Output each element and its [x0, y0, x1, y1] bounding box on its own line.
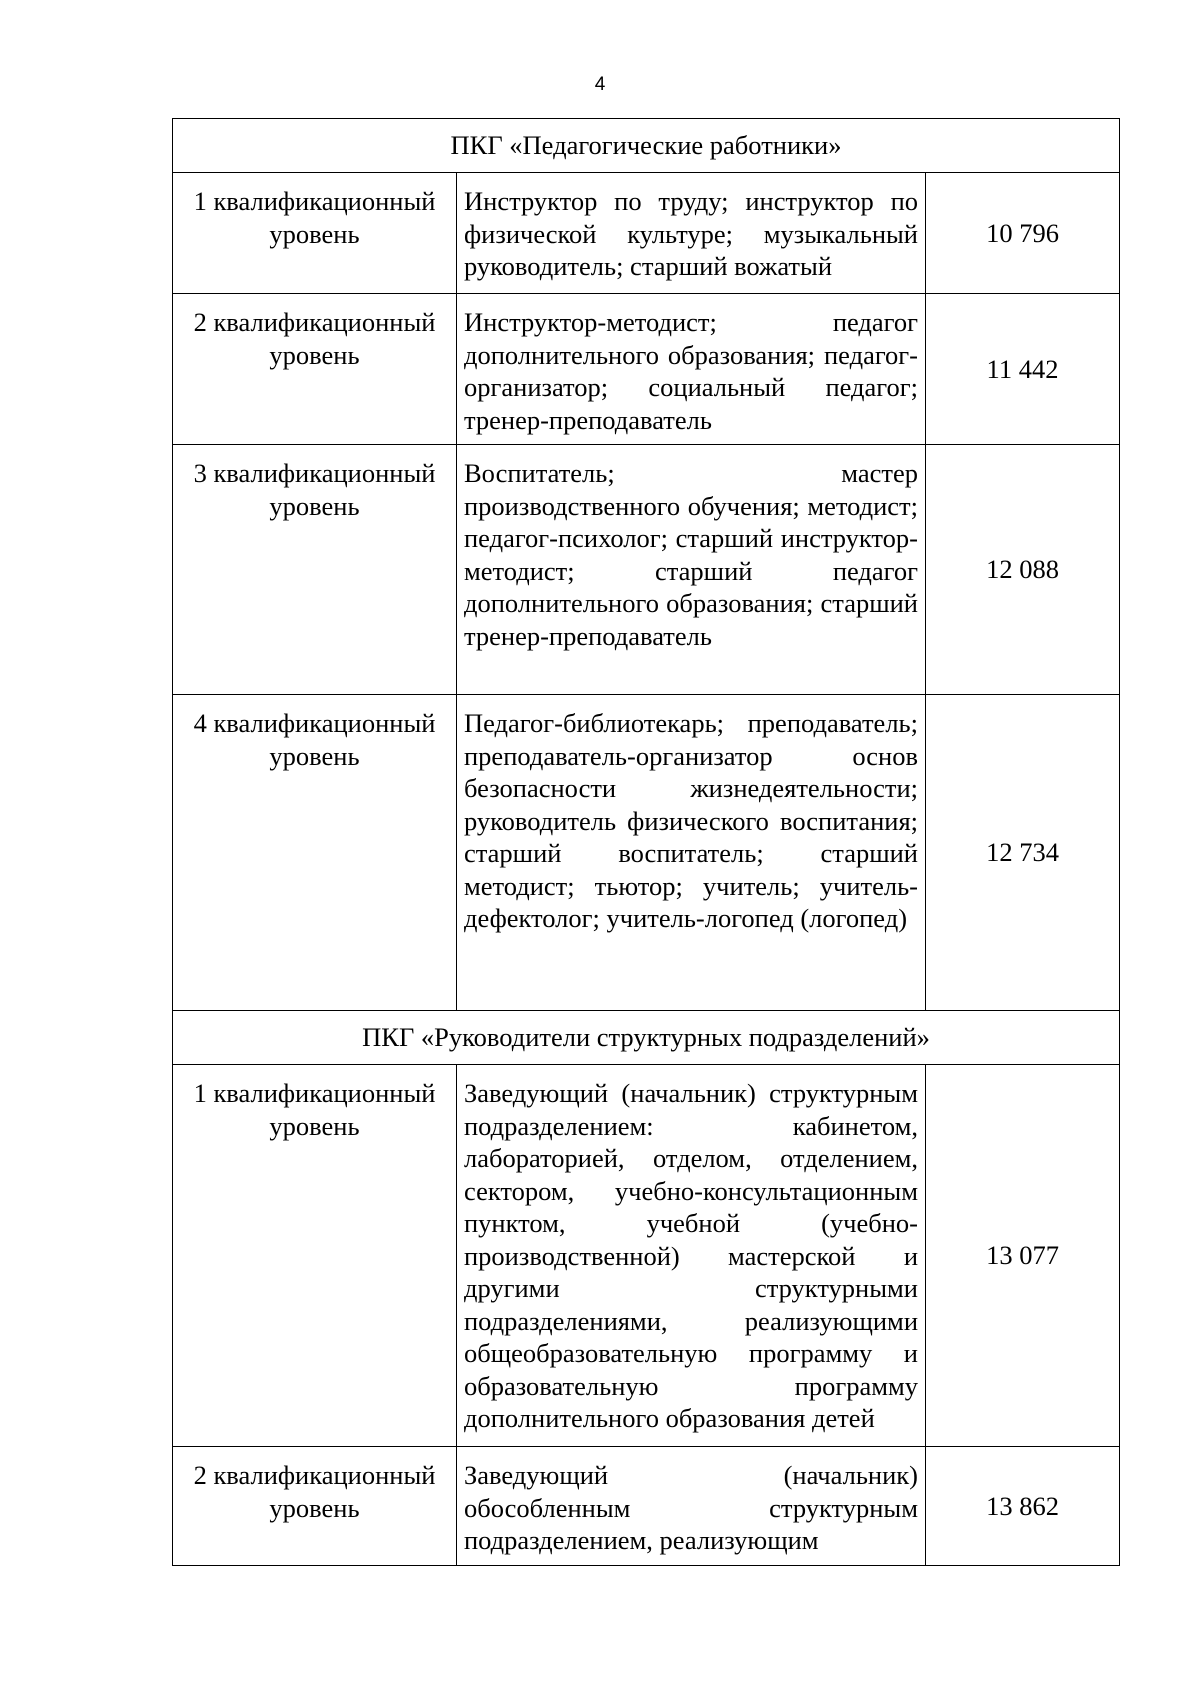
- table-row: [173, 173, 1120, 294]
- salary-table: [172, 118, 1120, 1566]
- positions-cell: Педагог-библиотекарь; преподаватель; преподаватель-организатор основ безопасности жизнедеятельности; руководитель физического воспитания; старший воспитатель; старший методист; тьютор; учитель; учитель-дефектолог; учитель-логопед (логопед): [457, 695, 926, 1011]
- positions-cell: Заведующий (начальник) структурным подразделением: кабинетом, лабораторией, отделом, отделением, сектором, учебно-консультационным пунктом, учебной (учебно-производственной) мастерской и другими структурными подразделениями, реализующими общеобразовательную программу и образовательную программу дополнительного образования детей: [457, 1065, 926, 1447]
- group-header-row: [173, 119, 1120, 173]
- qualification-level: 2 квалификационный уровень: [173, 1447, 457, 1566]
- salary-amount: 11 442: [926, 294, 1120, 445]
- table-row: [173, 294, 1120, 445]
- salary-table-body: [173, 119, 1120, 1566]
- qualification-level: 1 квалификационный уровень: [173, 173, 457, 294]
- group-title: ПКГ «Педагогические работники»: [173, 119, 1120, 173]
- group-header-row: [173, 1011, 1120, 1065]
- group-title: ПКГ «Руководители структурных подразделений»: [173, 1011, 1120, 1065]
- salary-amount: 12 088: [926, 445, 1120, 695]
- table-row: [173, 445, 1120, 695]
- positions-cell: Инструктор по труду; инструктор по физической культуре; музыкальный руководитель; старший вожатый: [457, 173, 926, 294]
- positions-cell: Воспитатель; мастер производственного обучения; методист; педагог-психолог; старший инструктор-методист; старший педагог дополнительного образования; старший тренер-преподаватель: [457, 445, 926, 695]
- qualification-level: 2 квалификационный уровень: [173, 294, 457, 445]
- page-number: 4: [594, 74, 606, 95]
- qualification-level: 3 квалификационный уровень: [173, 445, 457, 695]
- salary-amount: 13 862: [926, 1447, 1120, 1566]
- salary-amount: 10 796: [926, 173, 1120, 294]
- positions-cell: Инструктор-методист; педагог дополнительного образования; педагог-организатор; социальный педагог; тренер-преподаватель: [457, 294, 926, 445]
- salary-amount: 12 734: [926, 695, 1120, 1011]
- qualification-level: 1 квалификационный уровень: [173, 1065, 457, 1447]
- positions-cell: Заведующий (начальник) обособленным структурным подразделением, реализующим: [457, 1447, 926, 1566]
- salary-amount: 13 077: [926, 1065, 1120, 1447]
- table-row: [173, 1447, 1120, 1566]
- table-row: [173, 1065, 1120, 1447]
- qualification-level: 4 квалификационный уровень: [173, 695, 457, 1011]
- table-row: [173, 695, 1120, 1011]
